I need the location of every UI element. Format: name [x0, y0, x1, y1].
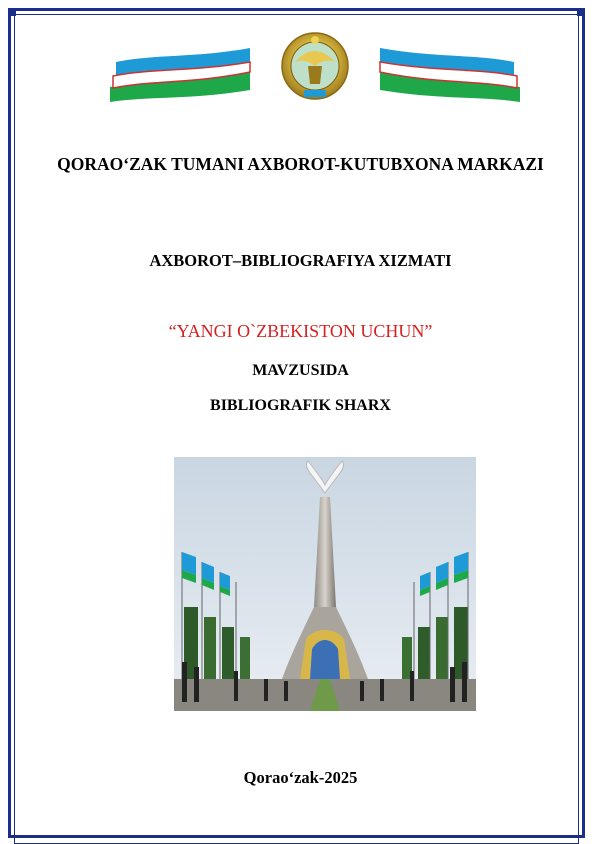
border-corner [8, 8, 16, 16]
organization-title: QORAO‘ZAK TUMANI AXBOROT-KUTUBXONA MARKAZI [57, 154, 544, 174]
document-type: BIBLIOGRAFIK SHARX [210, 397, 391, 414]
border-corner [577, 8, 585, 16]
monument-photo [174, 457, 476, 711]
place-year: Qorao‘zak-2025 [243, 768, 358, 787]
topic-suffix: MAVZUSIDA [252, 362, 349, 379]
service-title: AXBOROT–BIBLIOGRAFIYA XIZMATI [149, 251, 452, 270]
state-emblem-flags-image [110, 32, 520, 104]
topic-quote: “YANGI O`ZBEKISTON UCHUN” [168, 321, 433, 341]
page-border-inner [14, 14, 579, 844]
